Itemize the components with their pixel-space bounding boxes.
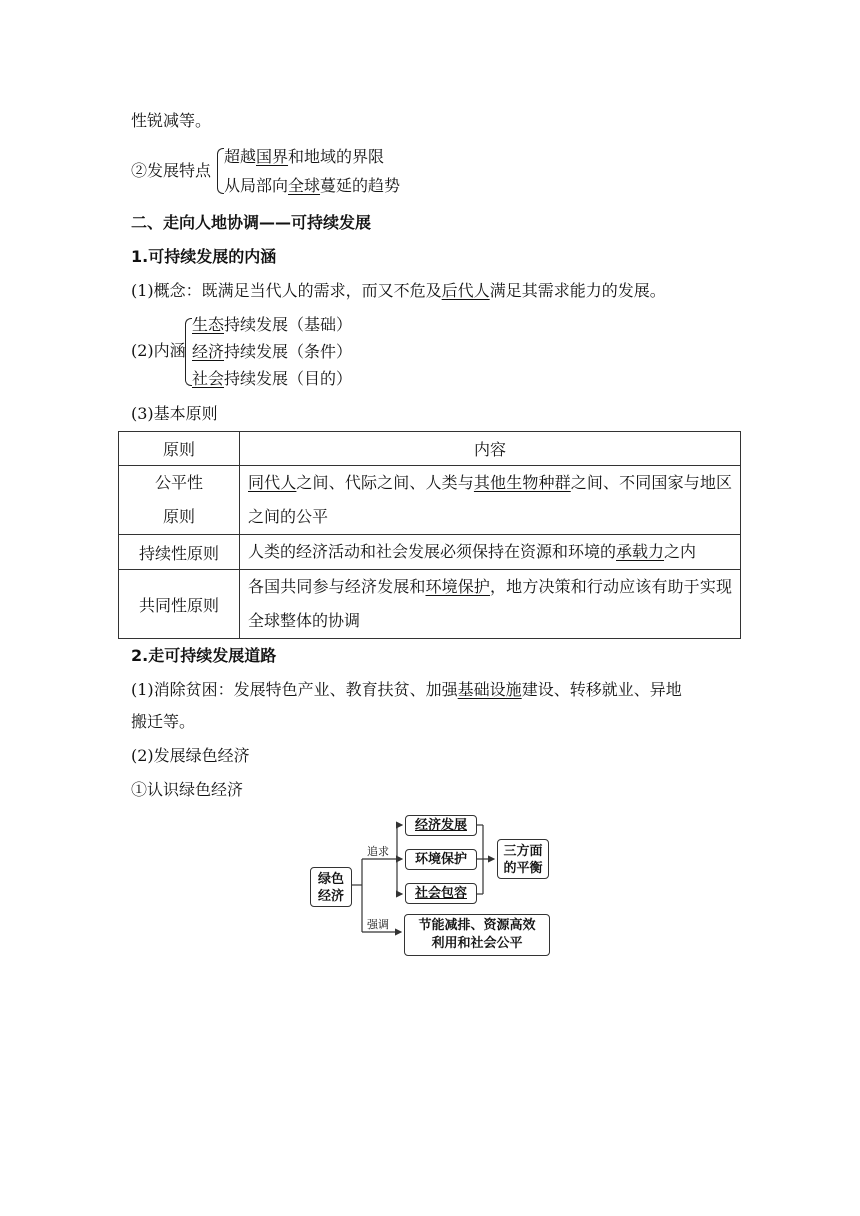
balance-box: 三方面 的平衡 — [497, 839, 549, 879]
poverty-line-2: 搬迁等。 — [131, 712, 196, 731]
principle-content: 各国共同参与经济发展和环境保护，地方决策和行动应该有助于实现全球整体的协调 — [240, 570, 741, 639]
header-content: 内容 — [240, 432, 741, 466]
principle-name: 共同性原则 — [119, 570, 240, 639]
concept-line: (1)概念：既满足当代人的需求，而又不危及后代人满足其需求能力的发展。 — [131, 281, 666, 300]
green-economy-root: 绿色 经济 — [310, 867, 352, 907]
principle-content: 同代人之间、代际之间、人类与其他生物种群之间、不同国家与地区之间的公平 — [240, 466, 741, 535]
green-know: ①认识绿色经济 — [131, 780, 244, 799]
sub1-title: 1.可持续发展的内涵 — [131, 247, 277, 266]
pursue-label: 追求 — [367, 845, 389, 858]
emphasize-label: 强调 — [367, 918, 389, 931]
features-brace — [217, 148, 224, 194]
section2-title: 二、走向人地协调——可持续发展 — [131, 213, 372, 232]
economic-development-box: 经济发展 — [405, 815, 477, 836]
sub2-title: 2.走可持续发展道路 — [131, 646, 277, 665]
connotation-brace — [185, 318, 192, 386]
table-row — [119, 570, 741, 639]
principle-content: 人类的经济活动和社会发展必须保持在资源和环境的承载力之内 — [240, 535, 741, 570]
header-principle: 原则 — [119, 432, 240, 466]
table-header-row — [119, 432, 741, 466]
principles-table — [118, 431, 741, 639]
connotation-item: 社会持续发展（目的） — [192, 369, 353, 388]
principles-title: (3)基本原则 — [131, 404, 218, 423]
green-economy-diagram — [305, 812, 565, 962]
feature-line-1: 超越国界和地域的界限 — [224, 147, 385, 166]
connotation-item: 经济持续发展（条件） — [192, 342, 353, 361]
poverty-line-1: (1)消除贫困：发展特色产业、教育扶贫、加强基础设施建设、转移就业、异地 — [131, 680, 682, 699]
social-inclusion-box: 社会包容 — [405, 883, 477, 904]
intro-tail: 性锐减等。 — [131, 111, 212, 130]
connotation-label: (2)内涵 — [131, 341, 186, 360]
table-row — [119, 466, 741, 535]
principle-name: 公平性 原则 — [119, 466, 240, 535]
green-title: (2)发展绿色经济 — [131, 746, 250, 765]
environmental-protection-box: 环境保护 — [405, 849, 477, 870]
connotation-item: 生态持续发展（基础） — [192, 315, 353, 334]
feature-line-2: 从局部向全球蔓延的趋势 — [224, 176, 401, 195]
features-label: ②发展特点 — [131, 161, 212, 180]
table-row — [119, 535, 741, 570]
emphasis-box: 节能减排、资源高效 利用和社会公平 — [404, 914, 550, 956]
principle-name: 持续性原则 — [119, 535, 240, 570]
